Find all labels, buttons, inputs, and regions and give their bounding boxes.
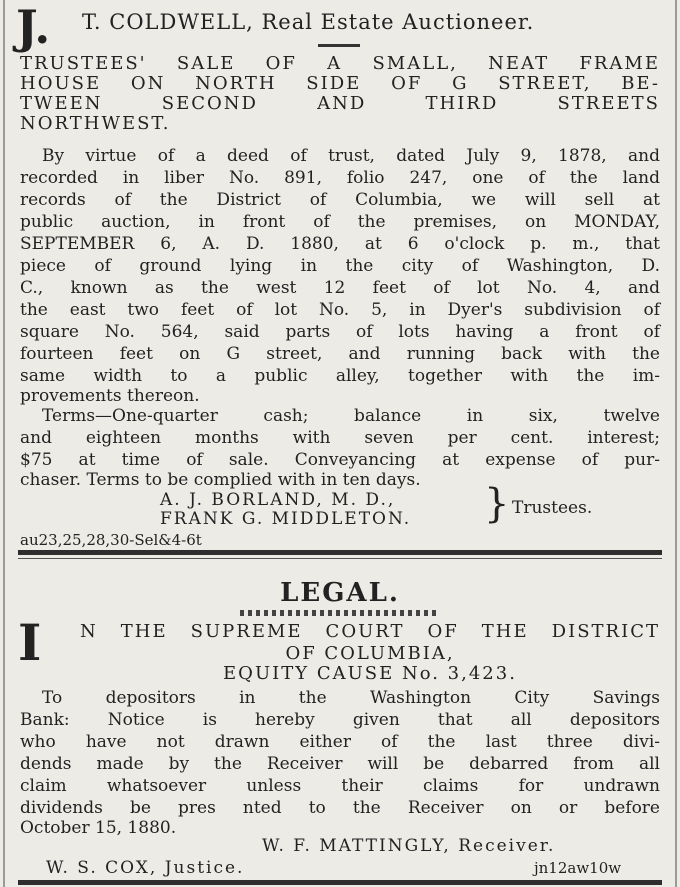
drop-initial-j: J. — [16, 0, 51, 54]
sale-body-line-8: the east two feet of lot No. 5, in Dyer's subdivision of — [20, 300, 660, 320]
drop-initial-i: I — [18, 613, 42, 672]
sale-body-line-4: public auction, in front of the premises, on MONDAY, — [20, 212, 660, 232]
terms-line-3: $75 at time of sale. Conveyancing at expense of pur- — [20, 450, 660, 470]
bottom-divider — [18, 880, 662, 885]
justice-signature: W. S. COX, Justice. — [46, 858, 245, 878]
sale-headline-line-1: TRUSTEES' SALE OF A SMALL, NEAT FRAME — [20, 53, 660, 74]
terms-line-2: and eighteen months with seven per cent. interest; — [20, 428, 660, 448]
legal-heading-line-2: OF COLUMBIA, — [285, 643, 455, 664]
sale-body-line-6: piece of ground lying in the city of Washington, D. — [20, 256, 660, 276]
legal-heading-line-3: EQUITY CAUSE No. 3,423. — [223, 663, 517, 684]
section-divider-thick — [18, 550, 662, 555]
section-divider-thin — [18, 558, 662, 559]
column-right-rule — [675, 0, 677, 887]
receiver-signature: W. F. MATTINGLY, Receiver. — [262, 836, 556, 856]
terms-line-4: chaser. Terms to be complied with in ten days. — [20, 470, 421, 490]
sale-body-line-1: By virtue of a deed of trust, dated July 9, 1878, and — [42, 146, 660, 166]
legal-body-line-1: To depositors in the Washington City Savings — [42, 688, 660, 708]
sale-headline-line-4: NORTHWEST. — [20, 113, 171, 134]
trustee-1: A. J. BORLAND, M. D., — [160, 490, 396, 510]
legal-ad-code: jn12aw10w — [534, 859, 622, 877]
legal-section-title: LEGAL. — [280, 578, 400, 608]
sale-body-line-12: provements thereon. — [20, 386, 200, 406]
auctioneer-title: T. COLDWELL, Real Estate Auctioneer. — [82, 10, 535, 34]
legal-body-line-2: Bank: Notice is hereby given that all depositors — [20, 710, 660, 730]
column-left-rule — [3, 0, 5, 887]
sale-body-line-7: C., known as the west 12 feet of lot No. 4, and — [20, 278, 660, 298]
legal-body-line-6: dividends be pres nted to the Receiver on or before — [20, 798, 660, 818]
trustees-label: Trustees. — [512, 498, 593, 518]
sale-body-line-10: fourteen feet on G street, and running back with the — [20, 344, 660, 364]
sale-dates-code: au23,25,28,30-Sel&4-6t — [20, 531, 202, 549]
sale-body-line-2: recorded in liber No. 891, folio 247, one of the land — [20, 168, 660, 188]
legal-heading-line-1: N THE SUPREME COURT OF THE DISTRICT — [80, 621, 660, 642]
sale-body-line-11: same width to a public alley, together with the im- — [20, 366, 660, 386]
sale-body-line-3: records of the District of Columbia, we will sell at — [20, 190, 660, 210]
sale-headline-line-3: TWEEN SECOND AND THIRD STREETS — [20, 93, 660, 114]
legal-body-line-3: who have not drawn either of the last three divi- — [20, 732, 660, 752]
trustees-brace: } — [484, 481, 510, 527]
legal-body-line-5: claim whatsoever unless their claims for undrawn — [20, 776, 660, 796]
sale-headline-line-2: HOUSE ON NORTH SIDE OF G STREET, BE- — [20, 73, 660, 94]
legal-title-ornament — [240, 610, 440, 616]
trustee-2: FRANK G. MIDDLETON. — [160, 509, 412, 529]
legal-body-line-4: dends made by the Receiver will be debarred from all — [20, 754, 660, 774]
header-short-rule — [318, 44, 360, 47]
legal-body-line-7: October 15, 1880. — [20, 818, 177, 838]
sale-body-line-9: square No. 564, said parts of lots having a front of — [20, 322, 660, 342]
terms-line-1: Terms—One-quarter cash; balance in six, twelve — [42, 406, 660, 426]
sale-body-line-5: SEPTEMBER 6, A. D. 1880, at 6 o'clock p. m., that — [20, 234, 660, 254]
